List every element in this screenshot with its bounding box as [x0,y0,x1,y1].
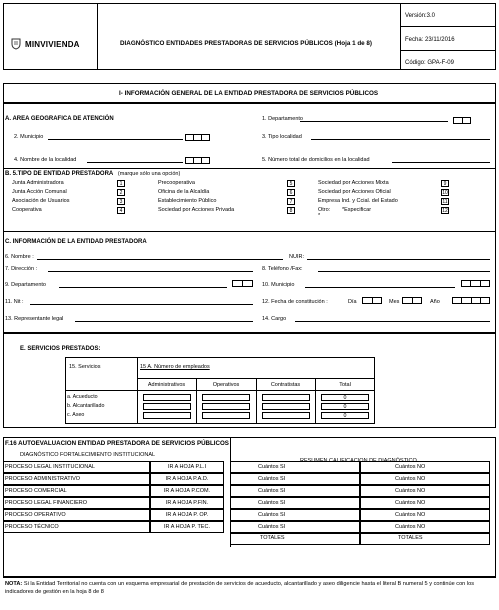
employee-count-input[interactable] [143,403,191,410]
employee-column-header: Contratistas [270,382,301,388]
entity-type-checkbox[interactable]: 9 [441,180,449,187]
nit-field[interactable] [30,304,253,305]
totales-si-cell [230,533,360,545]
coat-of-arms-icon [10,38,22,50]
si-count-cell [230,461,360,473]
column-divider [315,378,316,424]
domicilios-field[interactable] [392,162,490,163]
no-count: Cuántos NO [395,476,426,482]
nota-text: Si la Entidad Territorial no cuenta con un esquema empresarial de prestación de servicios de acueducto, alcantarillado y aseo diligencie hasta el literal B numeral 5 y continúe con los indicadores de gestión en la hoja 8 de 8 [5,581,474,595]
cargo-field[interactable] [295,321,490,322]
version-text: Versión:3.0 [405,13,436,19]
entity-type-checkbox[interactable]: 10 [442,190,448,196]
service-row-label: c. Aseo [67,412,85,418]
municipio-c-field[interactable] [305,287,455,288]
especificar-label: *Especificar [342,207,372,213]
domicilios-label: 5. Número total de domicilios en la localidad [262,157,370,163]
municipio-label: 2. Municipio [14,134,44,140]
nota [5,580,493,596]
si-count-cell [230,497,360,509]
column-divider [256,378,257,424]
municipio-c-label: 10. Municipio [262,282,295,288]
employee-count-input[interactable] [202,394,250,401]
service-row-label: a. Acueducto [67,394,98,400]
entity-type-label: Oficina de la Alcaldía [158,189,210,195]
section-i-title: I- INFORMACIÓN GENERAL DE LA ENTIDAD PRESTADORA DE SERVICIOS PÚBLICOS [119,90,379,97]
employee-total: 0 [321,394,369,401]
no-count: Cuántos NO [395,488,426,494]
totales-no: TOTALES [398,535,423,541]
si-count: Cuántos SI [258,524,286,530]
entity-type-checkbox[interactable]: 12 [442,208,448,214]
left-header: DIAGNÓSTICO FORTALECIMIENTO INSTITUCIONAL [20,452,156,458]
entity-type-label: Cooperativa [12,207,42,213]
entity-type-checkbox[interactable]: 3 [117,198,125,205]
entity-type-label: Precooperativa [158,180,195,186]
nombre-localidad-code-box[interactable] [185,157,210,164]
tipo-localidad-field[interactable] [311,139,490,140]
process-name: PROCESO OPERATIVO [5,512,66,518]
entity-type-label: Sociedad por Acciones Privada [158,207,235,213]
no-count: Cuántos NO [395,524,426,530]
process-name: PROCESO ADMINISTRATIVO [5,476,81,482]
employee-count-input[interactable] [262,403,310,410]
section-c-title: C. INFORMACIÓN DE LA ENTIDAD PRESTADORA [5,239,147,245]
entity-type-checkbox[interactable]: 7 [287,198,295,205]
section-e-title: E. SERVICIOS PRESTADOS: [20,346,101,352]
totales-no-cell [360,533,490,545]
departamento-label: 1. Departamento [262,116,303,122]
employee-count-input[interactable] [202,403,250,410]
employee-count-input[interactable] [262,394,310,401]
section-b-title-row [5,171,180,177]
entity-type-checkbox[interactable]: 1 [117,180,125,187]
dia-label: Día [348,299,357,305]
process-name: PROCESO TÉCNICO [5,524,59,530]
representante-label: 13. Representante legal [5,316,64,322]
si-count: Cuántos SI [258,488,286,494]
process-link[interactable]: IR A HOJA P.FIN. [165,500,209,506]
sections-a-c-frame [3,103,496,333]
si-count: Cuántos SI [258,512,286,518]
mes-label: Mes [389,299,400,305]
entity-type-checkbox[interactable]: 8 [287,207,295,214]
representante-field[interactable] [75,321,253,322]
logo-text: MINVIVIENDA [25,40,80,49]
process-link[interactable]: IR A HOJA P.A.D. [165,476,209,482]
process-link[interactable]: IR A HOJA P. TEC. [164,524,210,530]
employee-total: 0 [321,412,369,419]
columns-top-line [137,378,375,379]
totales-si: TOTALES [260,535,285,541]
employee-column-header: Administrativos [147,382,186,388]
anio-label: Año [430,299,440,305]
nombre-field[interactable] [37,259,283,260]
nuir-field[interactable] [307,259,490,260]
telefono-field[interactable] [318,271,490,272]
process-name: PROCESO LEGAL INSTITUCIONAL [5,464,95,470]
entity-type-checkbox[interactable]: 11 [442,199,448,205]
entity-type-label: Junta Acción Comunal [12,189,67,195]
employee-column-header: Operativos [212,382,240,388]
no-count: Cuántos NO [395,512,426,518]
employee-count-input[interactable] [202,412,250,419]
columns-header-line [65,390,375,391]
departamento-field[interactable] [300,121,448,122]
service-row-label: b. Alcantarillado [67,403,105,409]
nombre-localidad-field[interactable] [87,162,183,163]
entity-type-checkbox[interactable]: 2 [117,189,125,196]
departamento-c-label: 9. Departamento [5,282,46,288]
code-text: Código: GPA-F-09 [405,60,454,66]
entity-type-checkbox[interactable]: 4 [117,207,125,214]
si-count-cell [230,509,360,521]
entity-type-checkbox[interactable]: 6 [287,189,295,196]
employee-count-input[interactable] [143,412,191,419]
employee-count-input[interactable] [143,394,191,401]
entity-type-checkbox[interactable]: 5 [287,180,295,187]
tipo-localidad-label: 3. Tipo localidad [262,134,302,140]
direccion-label: 7. Dirección : [5,266,38,272]
entity-type-label: Asociación de Usuarios [12,198,70,204]
entity-type-label: Sociedad por Acciones Oficial [318,189,391,195]
entity-type-label: Otro: [318,207,331,213]
section-a-title: A. AREA GEOGRAFICA DE ATENCIÓN [5,116,114,122]
no-count: Cuántos NO [395,500,426,506]
si-count: Cuántos SI [258,464,286,470]
servicios-label: 15. Servicios [69,364,101,370]
si-count-cell [230,485,360,497]
entity-type-label: Sociedad por Acciones Mixta [318,180,389,186]
telefono-label: 8. Teléfono /Fax: [262,266,303,272]
column-divider [196,378,197,424]
process-name: PROCESO LEGAL FINANCIERO [5,500,88,506]
otro-asterisk: * [318,213,321,219]
process-name: PROCESO COMERCIAL [5,488,67,494]
date-text: Fecha: 23/11/2016 [405,37,455,43]
section-b-title: B. 5.TIPO DE ENTIDAD PRESTADORA [5,171,114,177]
document-title: DIAGNÓSTICO ENTIDADES PRESTADORAS DE SERVICIOS PÚBLICOS (Hoja 1 de 8) [120,40,373,47]
direccion-field[interactable] [48,271,253,272]
employee-total: 0 [321,403,369,410]
si-count-cell [230,473,360,485]
entity-type-label: Establecimiento Público [158,198,217,204]
nombre-label: 6. Nombre : [5,254,34,260]
entity-type-label: Empresa Ind. y Ccial. del Estado [318,198,398,204]
no-count: Cuántos NO [395,464,426,470]
si-count: Cuántos SI [258,476,286,482]
municipio-c-code-box[interactable] [461,280,490,287]
nombre-localidad-label: 4. Nombre de la localidad [14,157,77,163]
employee-count-input[interactable] [262,412,310,419]
cargo-label: 14. Cargo [262,316,287,322]
municipio-code-box[interactable] [185,134,210,141]
departamento-c-field[interactable] [59,287,227,288]
logo [10,38,94,52]
entity-type-label: Junta Administradora [12,180,64,186]
section-f-title: F.16 AUTOEVALUACION ENTIDAD PRESTADORA DE SERVICIOS PÚBLICOS [5,440,229,447]
si-count-cell [230,521,360,533]
process-link[interactable]: IR A HOJA P. OP. [165,512,209,518]
employee-column-header: Total [339,382,351,388]
empleados-label: 15 A. Número de empleados [140,364,210,370]
nit-label: 11. Nit : [5,299,24,305]
process-link[interactable]: IR A HOJA P.L.I [167,464,207,470]
municipio-field[interactable] [48,139,183,140]
fecha-constitucion-label: 12. Fecha de constitución : [262,299,328,305]
nuir-label: NUIR: [289,254,304,260]
nota-label: NOTA: [5,581,23,587]
process-link[interactable]: IR A HOJA P.COM. [163,488,211,494]
section-b-subtitle: (marque sólo una opción) [117,171,181,177]
si-count: Cuántos SI [258,500,286,506]
